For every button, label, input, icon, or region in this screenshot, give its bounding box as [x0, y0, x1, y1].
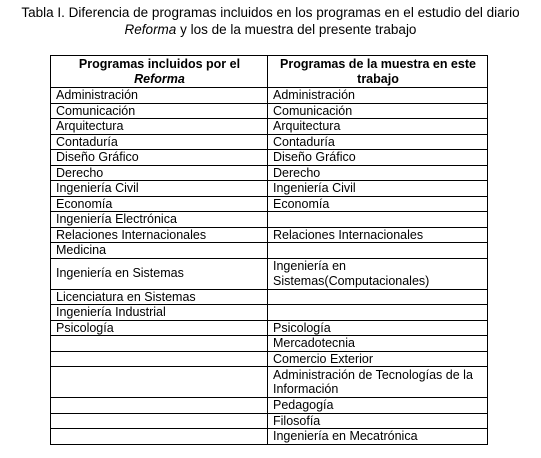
cell-reforma-program: [51, 413, 268, 429]
table-row: [51, 289, 488, 305]
table-row: [51, 181, 488, 197]
table-caption: [0, 4, 541, 38]
table-row: [51, 351, 488, 367]
cell-sample-program: Mercadotecnia: [268, 336, 488, 352]
cell-sample-program: Diseño Gráfico: [268, 150, 488, 166]
cell-sample-program: Pedagogía: [268, 398, 488, 414]
table-row: [51, 320, 488, 336]
cell-sample-program: Psicología: [268, 320, 488, 336]
cell-sample-program: Relaciones Internacionales: [268, 227, 488, 243]
cell-reforma-program: Licenciatura en Sistemas: [51, 289, 268, 305]
caption-line-2: [0, 21, 541, 38]
cell-reforma-program: Administración: [51, 88, 268, 104]
header-sample-programs: Programas de la muestra en este trabajo: [268, 56, 488, 88]
caption-line-1: Tabla I. Diferencia de programas incluidos en los programas en el estudio del diario: [21, 5, 520, 20]
table-row: [51, 243, 488, 259]
table-row: [51, 196, 488, 212]
cell-sample-program: [268, 243, 488, 259]
cell-reforma-program: [51, 336, 268, 352]
table-row: [51, 258, 488, 289]
cell-reforma-program: [51, 398, 268, 414]
cell-reforma-program: Arquitectura: [51, 119, 268, 135]
cell-reforma-program: [51, 429, 268, 445]
cell-sample-program: Derecho: [268, 165, 488, 181]
table-row: [51, 336, 488, 352]
table-header-row: [51, 56, 488, 88]
table-row: [51, 134, 488, 150]
cell-sample-program: Comercio Exterior: [268, 351, 488, 367]
table-body: [51, 88, 488, 445]
cell-reforma-program: Economía: [51, 196, 268, 212]
cell-reforma-program: Comunicación: [51, 103, 268, 119]
header-reforma-programs: [51, 56, 268, 88]
cell-sample-program: Filosofía: [268, 413, 488, 429]
table-row: [51, 305, 488, 321]
cell-reforma-program: Medicina: [51, 243, 268, 259]
cell-reforma-program: Ingeniería Civil: [51, 181, 268, 197]
table-row: [51, 227, 488, 243]
cell-reforma-program: Derecho: [51, 165, 268, 181]
caption-line-2-rest: y los de la muestra del presente trabajo: [176, 22, 417, 37]
table-row: [51, 413, 488, 429]
cell-reforma-program: Diseño Gráfico: [51, 150, 268, 166]
table-row: [51, 398, 488, 414]
cell-sample-program: [268, 289, 488, 305]
cell-reforma-program: [51, 351, 268, 367]
cell-sample-program: Comunicación: [268, 103, 488, 119]
cell-sample-program: Arquitectura: [268, 119, 488, 135]
cell-sample-program: Ingeniería en Sistemas(Computacionales): [268, 258, 488, 289]
table-row: [51, 212, 488, 228]
table-row: [51, 103, 488, 119]
cell-reforma-program: Relaciones Internacionales: [51, 227, 268, 243]
cell-sample-program: [268, 305, 488, 321]
cell-sample-program: Administración de Tecnologías de la Información: [268, 367, 488, 398]
table-row: [51, 88, 488, 104]
cell-reforma-program: Ingeniería Industrial: [51, 305, 268, 321]
table-row: [51, 367, 488, 398]
cell-sample-program: Ingeniería en Mecatrónica: [268, 429, 488, 445]
cell-sample-program: Ingeniería Civil: [268, 181, 488, 197]
header-col1-text: Programas incluidos por el: [78, 57, 241, 71]
cell-sample-program: Economía: [268, 196, 488, 212]
header-col1-italic: Reforma: [134, 71, 185, 86]
caption-italic-reforma: Reforma: [124, 22, 177, 37]
cell-sample-program: Contaduría: [268, 134, 488, 150]
cell-reforma-program: Contaduría: [51, 134, 268, 150]
table-row: [51, 119, 488, 135]
table-row: [51, 429, 488, 445]
cell-reforma-program: Ingeniería en Sistemas: [51, 258, 268, 289]
table-row: [51, 165, 488, 181]
programs-table: [50, 55, 488, 445]
cell-reforma-program: Ingeniería Electrónica: [51, 212, 268, 228]
cell-reforma-program: [51, 367, 268, 398]
cell-reforma-program: Psicología: [51, 320, 268, 336]
cell-sample-program: Administración: [268, 88, 488, 104]
cell-sample-program: [268, 212, 488, 228]
table-row: [51, 150, 488, 166]
